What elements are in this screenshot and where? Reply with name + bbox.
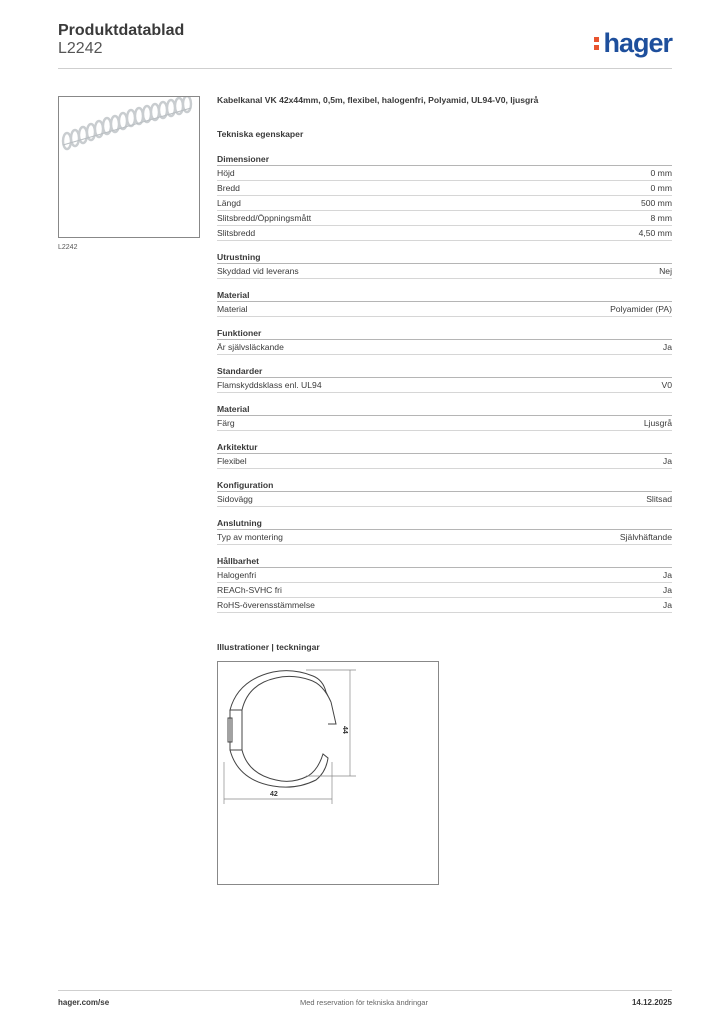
spec-section xyxy=(217,153,672,241)
spec-label: Slitsbredd/Öppningsmått xyxy=(217,213,312,223)
spec-section xyxy=(217,289,672,317)
spec-section-title: Utrustning xyxy=(217,251,672,264)
spec-label: Halogenfri xyxy=(217,570,257,580)
spec-value: 0 mm xyxy=(650,168,672,178)
spec-value: 500 mm xyxy=(640,198,672,208)
spec-label: Färg xyxy=(217,418,235,428)
spec-label: Sidovägg xyxy=(217,494,253,504)
photo-caption: L2242 xyxy=(58,244,78,251)
spec-row xyxy=(217,181,672,196)
spec-value: Ja xyxy=(662,600,672,610)
spec-row xyxy=(217,264,672,279)
spec-row xyxy=(217,454,672,469)
spec-value: Slitsad xyxy=(646,494,672,504)
spec-section-title: Dimensioner xyxy=(217,153,672,166)
spec-label: RoHS-överensstämmelse xyxy=(217,600,315,610)
spec-label: Längd xyxy=(217,198,241,208)
drawing-height-label: 44 xyxy=(341,726,348,734)
footer-website: hager.com/se xyxy=(58,998,110,1007)
footer-disclaimer: Med reservation för tekniska ändringar xyxy=(300,998,428,1007)
logo-dots-icon xyxy=(594,34,600,52)
spec-section-title: Material xyxy=(217,289,672,302)
spec-value: Polyamider (PA) xyxy=(610,304,672,314)
spec-value: Ja xyxy=(662,570,672,580)
spec-value: Ja xyxy=(662,342,672,352)
spec-row xyxy=(217,568,672,583)
tech-properties-title: Tekniska egenskaper xyxy=(217,129,304,139)
footer-divider xyxy=(58,990,672,991)
spec-section xyxy=(217,327,672,355)
document-title: Produktdatablad xyxy=(58,22,185,39)
spec-row xyxy=(217,166,672,181)
spec-section-title: Konfiguration xyxy=(217,479,672,492)
spec-value: V0 xyxy=(661,380,672,390)
spec-label: Slitsbredd xyxy=(217,228,256,238)
spec-section xyxy=(217,479,672,507)
spec-row xyxy=(217,416,672,431)
spec-value: 8 mm xyxy=(650,213,672,223)
drawing-width-label: 42 xyxy=(270,791,278,798)
product-name: Kabelkanal VK 42x44mm, 0,5m, flexibel, halogenfri, Polyamid, UL94-V0, ljusgrå xyxy=(217,95,539,105)
spec-label: Bredd xyxy=(217,183,240,193)
logo-text: hager xyxy=(603,28,672,58)
spec-label: Är självsläckande xyxy=(217,342,284,352)
spec-value: Självhäftande xyxy=(619,532,672,542)
spec-section xyxy=(217,365,672,393)
technical-drawing xyxy=(217,661,439,885)
illustrations-title: Illustrationer | teckningar xyxy=(217,642,320,652)
spec-section-title: Material xyxy=(217,403,672,416)
spec-label: Skyddad vid leverans xyxy=(217,266,299,276)
product-code: L2242 xyxy=(58,40,103,57)
spec-value: 0 mm xyxy=(650,183,672,193)
spec-row xyxy=(217,302,672,317)
header-divider xyxy=(58,68,672,69)
spec-row xyxy=(217,583,672,598)
spec-label: REACh-SVHC fri xyxy=(217,585,282,595)
spec-label: Flexibel xyxy=(217,456,247,466)
spec-row xyxy=(217,530,672,545)
spec-value: Ljusgrå xyxy=(643,418,672,428)
spec-value: Nej xyxy=(659,266,672,276)
spec-row xyxy=(217,211,672,226)
spec-row xyxy=(217,598,672,613)
product-photo xyxy=(58,96,200,238)
footer-date: 14.12.2025 xyxy=(631,998,672,1007)
spec-section-title: Funktioner xyxy=(217,327,672,340)
spec-label: Material xyxy=(217,304,248,314)
spec-row xyxy=(217,340,672,355)
spec-section xyxy=(217,441,672,469)
spec-section-title: Arkitektur xyxy=(217,441,672,454)
flexible-conduit-image xyxy=(59,97,199,237)
spec-row xyxy=(217,492,672,507)
cross-section-drawing xyxy=(218,662,438,884)
spec-row xyxy=(217,226,672,241)
spec-section-title: Standarder xyxy=(217,365,672,378)
spec-section-title: Hållbarhet xyxy=(217,555,672,568)
spec-value: Ja xyxy=(662,456,672,466)
spec-section xyxy=(217,251,672,279)
spec-row xyxy=(217,196,672,211)
specifications xyxy=(217,95,672,623)
spec-section xyxy=(217,517,672,545)
spec-label: Höjd xyxy=(217,168,235,178)
spec-sections xyxy=(217,153,672,613)
spec-section-title: Anslutning xyxy=(217,517,672,530)
spec-row xyxy=(217,378,672,393)
spec-section xyxy=(217,403,672,431)
spec-value: Ja xyxy=(662,585,672,595)
spec-label: Typ av montering xyxy=(217,532,283,542)
hager-logo xyxy=(594,28,672,59)
spec-value: 4,50 mm xyxy=(638,228,672,238)
spec-section xyxy=(217,555,672,613)
spec-label: Flamskyddsklass enl. UL94 xyxy=(217,380,322,390)
